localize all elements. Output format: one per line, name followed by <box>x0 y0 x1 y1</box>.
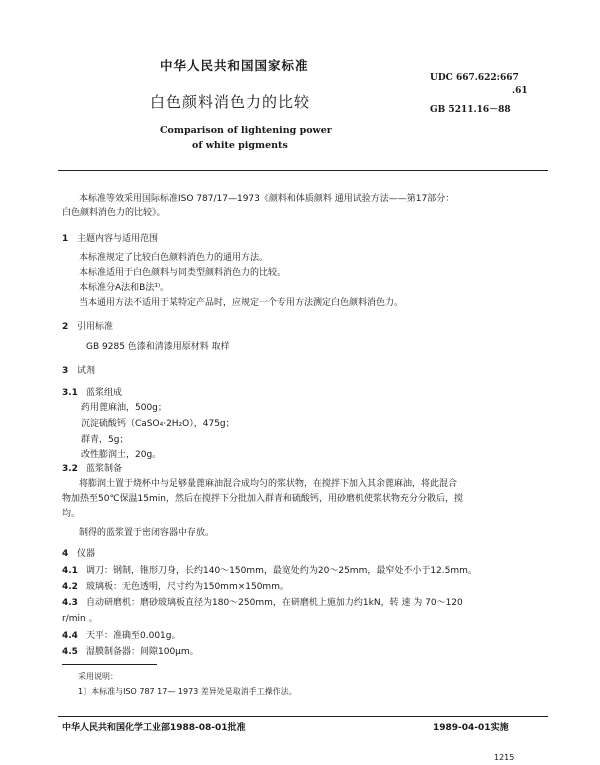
section-3-title: 试剂 <box>77 366 96 376</box>
section-1-p2: 本标准适用于白色颜料与同类型颜料消色力的比较。 <box>79 268 287 278</box>
reagent-bentonite: 改性膨润土，20g。 <box>81 450 162 460</box>
footnote-divider <box>62 664 157 665</box>
section-3-2-title: 蓝浆制备 <box>86 464 123 474</box>
implementation-date: 1989-04-01实施 <box>433 723 509 733</box>
section-4-title: 仪器 <box>77 549 96 559</box>
section-4-4-number: 4.4 <box>62 631 78 641</box>
instrument-muller-line1: 自动研磨机：磨砂玻璃板直径为180～250mm，在研磨机上施加力约1kN，转 速 为 70～120 <box>86 598 463 608</box>
instrument-film-applicator: 湿膜制备器：间隙100μm。 <box>86 647 199 657</box>
footnote-text: 1〕本标准与ISO 787 17— 1973 差异处是取消手工操作法。 <box>78 687 297 696</box>
standard-org-title: 中华人民共和国国家标准 <box>160 58 309 73</box>
instrument-muller-line2: r/min 。 <box>62 614 98 624</box>
section-3-2-line2: 物加热至50℃保温15min，然后在搅拌下分批加入群青和硫酸钙，用砂磨机使浆状物充分分散后，搅 <box>62 494 463 504</box>
section-3-1-number: 3.1 <box>62 388 78 398</box>
section-2-title: 引用标准 <box>77 322 114 332</box>
document-title: 白色颜料消色力的比较 <box>150 93 311 111</box>
reagent-ultramarine: 群青，5g； <box>81 435 129 445</box>
page-number: 1215 <box>494 753 515 762</box>
section-3-number: 3 <box>62 366 69 376</box>
instrument-spatula: 调刀：钢制，锥形刀身，长约140～150mm，最宽处约为20～25mm，最窄处不小于12.5mm。 <box>86 566 477 576</box>
footnote-label: 采用说明： <box>78 672 118 681</box>
section-3-2-number: 3.2 <box>62 464 78 474</box>
section-4-1-number: 4.1 <box>62 566 78 576</box>
section-1-title: 主题内容与适用范围 <box>77 234 159 244</box>
section-3-2-line3: 均。 <box>62 509 81 519</box>
instrument-balance: 天平：准确至0.001g。 <box>86 631 181 641</box>
section-1-number: 1 <box>62 234 69 244</box>
udc-code-line2: .61 <box>512 86 528 96</box>
section-4-2-number: 4.2 <box>62 582 78 592</box>
header-divider <box>58 170 548 171</box>
section-3-1-title: 蓝浆组成 <box>86 388 123 398</box>
intro-line2: 白色颜料消色力的比较》。 <box>62 208 166 218</box>
intro-line1: 本标准等效采用国际标准ISO 787/17—1973《颜料和体质颜料 通用试验方法——第17部分： <box>79 194 455 204</box>
udc-code-line1: UDC 667.622:667 <box>430 73 519 83</box>
english-title-line1: Comparison of lightening power <box>160 125 332 136</box>
section-3-2-line1: 将膨润土置于烧杯中与足够量蓖麻油混合成均匀的浆状物，在搅拌下加入其余蓖麻油，将此混合 <box>79 479 458 489</box>
section-1-p3: 本标准分A法和B法¹⁾。 <box>79 283 170 293</box>
section-4-5-number: 4.5 <box>62 647 78 657</box>
gb-code: GB 5211.16－88 <box>430 105 511 115</box>
section-4-number: 4 <box>62 549 69 559</box>
footer-divider <box>58 716 548 717</box>
english-title-line2: of white pigments <box>192 140 288 151</box>
section-1-p4: 当本通用方法不适用于某特定产品时，应规定一个专用方法测定白色颜料消色力。 <box>79 298 404 308</box>
section-2-p1: GB 9285 色漆和清漆用原材料 取样 <box>86 342 230 352</box>
reagent-calcium-sulfate: 沉淀硫酸钙（CaSO₄·2H₂O），475g； <box>81 419 235 429</box>
section-3-2-line4: 制得的蓝浆置于密闭容器中存放。 <box>79 528 215 538</box>
section-1-p1: 本标准规定了比较白色颜料消色力的通用方法。 <box>79 253 269 263</box>
section-2-number: 2 <box>62 322 69 332</box>
approval-date: 中华人民共和国化学工业部1988-08-01批准 <box>62 723 246 733</box>
instrument-glass-plate: 玻璃板：无色透明，尺寸约为150mm×150mm。 <box>86 582 289 592</box>
reagent-castor-oil: 药用蓖麻油，500g； <box>81 403 167 413</box>
section-4-3-number: 4.3 <box>62 598 78 608</box>
